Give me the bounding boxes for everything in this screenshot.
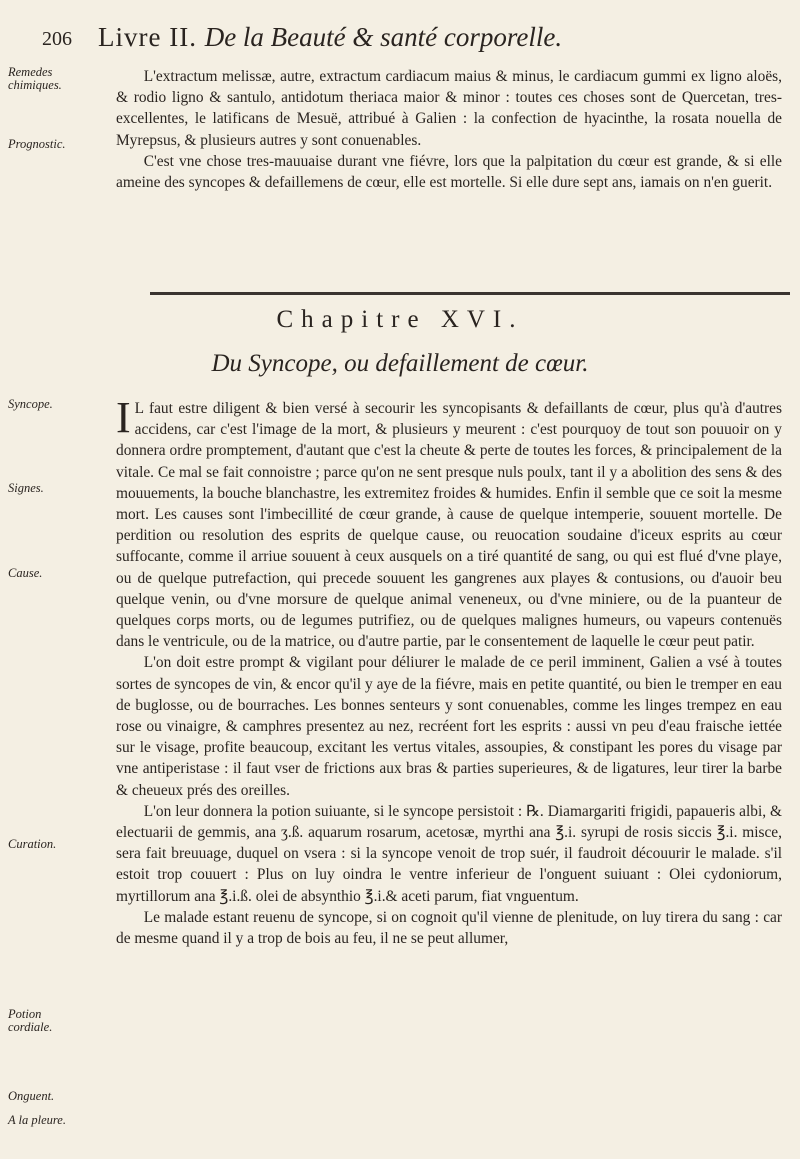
page-number: 206 — [42, 28, 72, 50]
paragraph-curation: L'on doit estre prompt & vigilant pour déliurer le malade de ce peril imminent, Galien a vsé à toutes sortes de syncopes de vin, & encor qu'il y aye de la fiévre, mais en petite quantité, ou bien le tremper en eau de buglosse, ou de bourraches. Les bonnes senteurs y sont conuenables, comme les linges trempez en eau rose ou vinaigre, & camphres presentez au nez, recréent fort les esprits : aussi vn peu d'eau fraische iettée sur le visage, profite beaucoup, excitant les vertus vitales, assoupies, & constipant les pores du visage par vne antiperistase : il faut vser de frictions aux bras & parties superieures, & de ligatures, leur tirer la barbe & cheueux prés des oreilles. — [116, 654, 782, 799]
chapter-subtitle: Du Syncope, ou defaillement de cœur. — [211, 350, 589, 377]
text-block-chapter — [116, 393, 782, 949]
margin-note-curation: Curation. — [8, 837, 57, 851]
section-rule — [150, 292, 790, 295]
book-subtitle: De la Beauté & santé corporelle. — [204, 22, 563, 52]
margin-note-signes: Signes. — [8, 481, 44, 495]
margin-note-potion: Potion cordiale. — [8, 1007, 53, 1034]
chapter-title: Chapitre XVI. — [276, 306, 524, 333]
margin-note-onguent: Onguent. — [8, 1089, 55, 1103]
running-header — [40, 22, 760, 56]
text-block-top — [116, 66, 782, 193]
paragraph-syncope — [116, 393, 782, 652]
paragraph-plenitude: Le malade estant reuenu de syncope, si on cognoit qu'il vienne de plenitude, on luy tirera du sang : car de mesme quand il y a trop de bois au feu, il ne se peut allumer, — [116, 908, 782, 948]
margin-note-remedes: Remedes chimiques. — [8, 65, 62, 92]
running-title — [98, 22, 562, 53]
margin-note-prognostic: Prognostic. — [8, 137, 66, 151]
drop-cap: I — [116, 393, 131, 442]
margin-note-syncope: Syncope. — [8, 397, 53, 411]
margin-note-pleure: A la pleure. — [8, 1113, 66, 1127]
paragraph-remedes: L'extractum melissæ, autre, extractum cardiacum maius & minus, le cardiacum gummi ex ligno aloës, & rodio ligno & santulo, antidotum theriaca maior & minor : toutes ces choses sont de Quercetan, tres-excellentes, le latificans de Mesuë, attribué à Galien : la confection de hyacinthe, la rosata nouella de Myrepsus, & plusieurs autres y sont conuenables. — [116, 68, 782, 149]
margin-note-cause: Cause. — [8, 566, 43, 580]
paragraph-potion: L'on leur donnera la potion suiuante, si le syncope persistoit : ℞. Diamargariti frigidi, papaueris albi, & electuarii de gemmis, ana ʒ.ß. aquarum rosarum, acetosæ, myrthi ana ℥.i. syrupi de rosis siccis ℥.i. misce, sera fait breuuage, duquel on vsera : si la syncope venoit de trop suér, il faudroit découurir le malade. s'il estoit trop couuert : Plus on luy oindra le ventre inferieur de l'onguent suiuant : Olei cydoniorum, myrtillorum ana ℥.i.ß. olei de absynthio ℥.i.& aceti parum, fiat vnguentum. — [116, 802, 782, 905]
book-title: Livre II. — [98, 22, 197, 52]
paragraph-prognostic: C'est vne chose tres-mauuaise durant vne fiévre, lors que la palpitation du cœur est grande, & si elle ameine des syncopes & defaillemens de cœur, elle est mortelle. Si elle dure sept ans, iamais on n'en guerit. — [116, 152, 782, 192]
paragraph-syncope-text: L faut estre diligent & bien versé à secourir les syncopisants & defaillants de cœur, plus qu'à d'autres accidens, car c'est l'image de la mort, & plusieurs y meurent : c'est pourquoy de tout son pouuoir on y donnera ordre promptement, d'autant que c'est la cheute & perte de toutes les forces, & principalement de la vitale. Ce mal se fait connoistre ; parce qu'on ne sent presque nuls poulx, tant il y a abolition des sens & des mouuements, la bouche blanchastre, les extremitez froides & humides. Enfin il semble que ce soit la mesme mort. Les causes sont l'imbecillité de cœur grande, à cause de quelque intemperie, souuent mortelle. De perdition ou resolution des esprits de quelque cause, ou reuocation soudaine d'iceux esprits au cœur suffocante, comme il arriue souuent à ceux ausquels on a tiré quantité de sang, ou qui est flué d'vne playe, ou de quelque putrefaction, qui precede souuent les gangrenes aux playes & contusions, ou d'auoir beu quelque venin, ou d'vne morsure de quelque animal veneneux, ou d'vne miniere, ou de la puanteur de quelques corps morts, ou de legumes putrifiez, ou de quelques malignes humeurs, ou vapeurs contenuës dans le ventricule, ou de la matrice, ou d'autre partie, par le consentement de laquelle le cœur peut patir. — [116, 400, 782, 651]
